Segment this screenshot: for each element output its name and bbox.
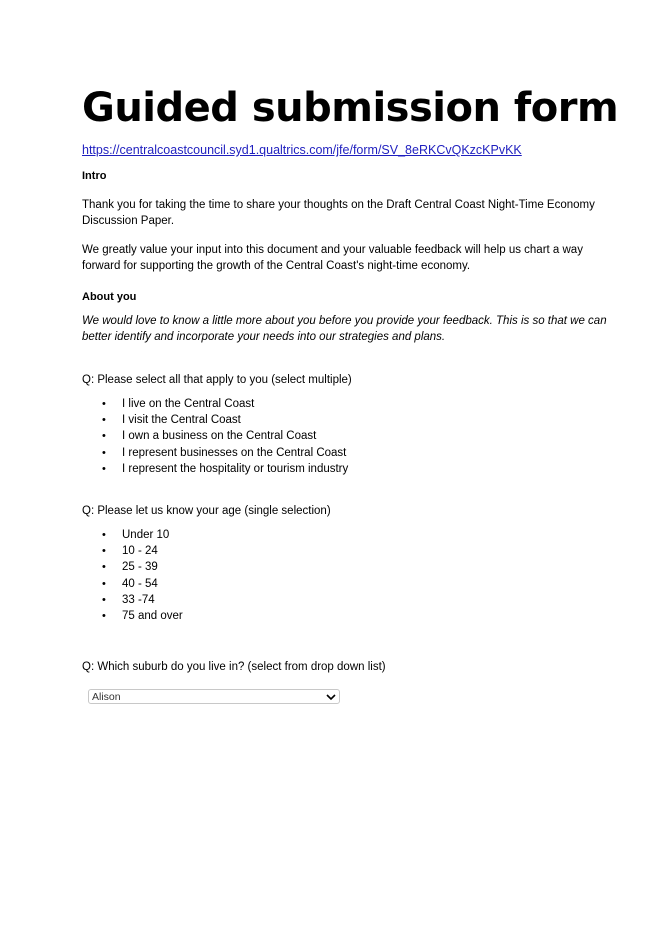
list-item: • 10 - 24: [82, 543, 183, 559]
about-you-heading: About you: [82, 291, 137, 303]
list-item: • 75 and over: [82, 608, 183, 624]
list-item: • Under 10: [82, 527, 183, 543]
intro-paragraph-2: We greatly value your input into this document and your valuable feedback will help us chart a way forward for supporting the growth of the Central Coast's night-time economy.: [82, 244, 583, 272]
list-item: • I represent the hospitality or tourism industry: [82, 461, 348, 477]
age-options-list: [82, 527, 183, 624]
bullet-icon: •: [102, 430, 106, 443]
intro-heading: Intro: [82, 170, 107, 182]
list-item: • I own a business on the Central Coast: [82, 428, 348, 444]
bullet-icon: •: [102, 593, 106, 606]
suburb-select-value: Alison: [92, 691, 121, 703]
apply-options-list: [82, 396, 348, 477]
question-select-apply: Q: Please select all that apply to you (select multiple): [82, 374, 352, 386]
bullet-icon: •: [102, 446, 106, 459]
bullet-icon: •: [102, 529, 106, 541]
bullet-icon: •: [102, 609, 106, 622]
list-item: • 33 -74: [82, 592, 183, 608]
about-you-paragraph: We would love to know a little more about you before you provide your feedback. This is so that we can better identify and incorporate your needs into our strategies and plans.: [82, 315, 607, 343]
bullet-icon: •: [102, 577, 106, 590]
bullet-icon: •: [102, 462, 106, 475]
list-item: • I represent businesses on the Central Coast: [82, 445, 348, 461]
question-suburb: Q: Which suburb do you live in? (select from drop down list): [82, 661, 386, 673]
suburb-select[interactable]: [88, 689, 340, 704]
bullet-icon: •: [102, 414, 106, 427]
list-item: • 40 - 54: [82, 576, 183, 592]
intro-paragraph-1: Thank you for taking the time to share your thoughts on the Draft Central Coast Night-Time Economy Discussion Paper.: [82, 199, 595, 227]
bullet-icon: •: [102, 545, 106, 558]
list-item: • I live on the Central Coast: [82, 396, 348, 412]
list-item: • 25 - 39: [82, 559, 183, 575]
page-title: Guided submission form: [82, 85, 619, 131]
bullet-icon: •: [102, 561, 106, 574]
question-age: Q: Please let us know your age (single selection): [82, 505, 331, 517]
list-item: • I visit the Central Coast: [82, 412, 348, 428]
chevron-down-icon: [326, 693, 336, 701]
survey-link[interactable]: https://centralcoastcouncil.syd1.qualtrics.com/jfe/form/SV_8eRKCvQKzcKPvKK: [82, 143, 522, 157]
bullet-icon: •: [102, 398, 106, 410]
